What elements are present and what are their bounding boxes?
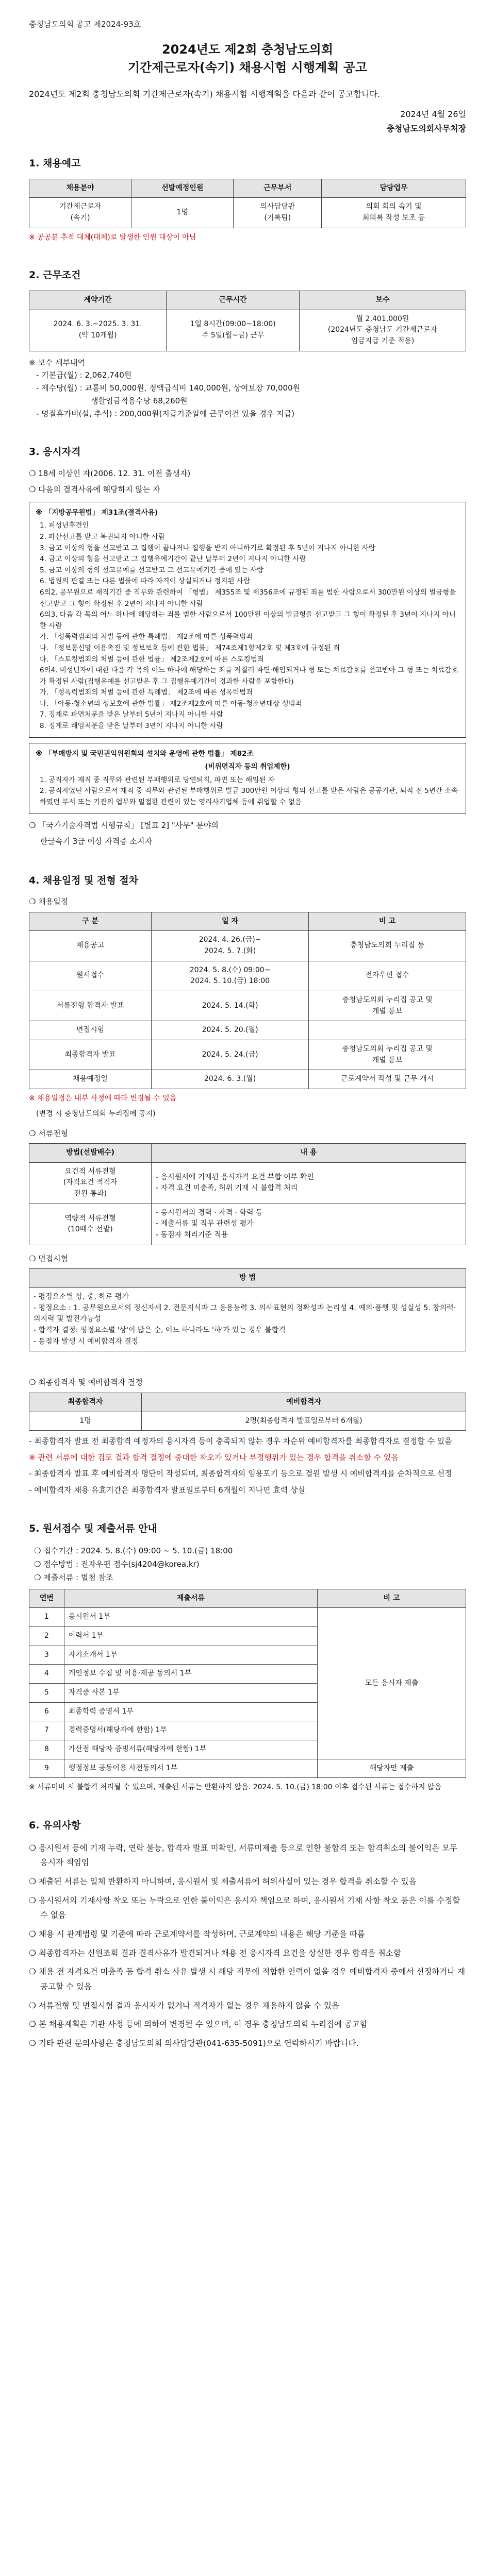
table-cell: 행정정보 공동이용 사전동의서 1부 (64, 1759, 317, 1778)
section-title: 1. 채용예고 (29, 158, 81, 170)
schedule-rows (29, 931, 466, 1089)
table-header: 일 자 (152, 912, 309, 931)
table-cell: 2024. 6. 3.(월) (152, 1070, 309, 1089)
table-cell: 전자우편 접수 (309, 961, 466, 991)
list-line: 가. 「성폭력범죄의 처벌 등에 관한 특례법」 제2조에 따른 성폭력범죄 (40, 688, 253, 697)
list-line: 2. 공직자였던 사람으로서 재직 중 직무와 관련된 부패행위로 벌금 300만원 이상의 형의 선고를 받은 사람은 공공기관, 퇴직 전 5년간 소속하였던 부서 또는 기관의 업무와 밀접한 관련이 있는 영리사기업체 등에 취업할 수 없음 (40, 787, 458, 807)
section-title: 5. 원서접수 및 제출서류 안내 (29, 1523, 157, 1535)
selection-paragraph: ※ 관련 서류에 대한 검토 결과 합격 결정에 중대한 착오가 있거나 부정행위가 있는 경우 합격을 취소할 수 있음 (29, 1452, 399, 1462)
list-line: 1. 공직자가 재직 중 직무와 관련된 부패행위로 당연퇴직, 파면 또는 해임된 자 (40, 775, 275, 784)
table-header: 채용분야 (29, 179, 131, 198)
list-line: ❍ 기타 관련 문의사항은 충청남도의회 의사담당관(041-635-5091)으로 연락하시기 바랍니다. (29, 2038, 359, 2048)
table-row (29, 1608, 466, 1627)
table-cell: 2024. 6. 3.~2025. 3. 31. (약 10개월) (29, 310, 167, 351)
anti-corruption-box (29, 743, 466, 814)
list-line: 5. 금고 이상의 형의 선고유예를 선고받고 그 선고유예기간 중에 있는 사람 (40, 566, 263, 574)
subsection-title: ❍ 면접시험 (29, 1253, 69, 1263)
table-header: 제출서류 (64, 1589, 317, 1608)
table-cell: 경력증명서(해당자에 한함) 1부 (64, 1721, 317, 1740)
list-line: ❍ 서류전형 및 면접시험 결과 응시자가 없거나 적격자가 없는 경우 채용하지 않을 수 있음 (29, 2001, 340, 2010)
selection-paragraph: - 최종합격자 발표 후 예비합격자 명단이 작성되며, 최종합격자의 임용포기 등으로 결원 발생 시 예비합격자를 순차적으로 선정 (29, 1469, 452, 1479)
table-cell: 2024. 4. 26.(금)~ 2024. 5. 7.(화) (152, 931, 309, 961)
box-heading: ※ 「지방공무원법」 제31조(결격사유) (36, 508, 158, 517)
table-row (29, 931, 466, 961)
table-cell: 2024. 5. 14.(화) (152, 991, 309, 1021)
table-cell: 7 (29, 1721, 64, 1740)
list-line: ❍ 제출된 서류는 일체 반환하지 아니하며, 응시원서 및 제출서류에 허위사실이 있는 경우 합격을 취소할 수 있음 (29, 1876, 417, 1886)
table-cell: 요건적 서류전형 (자격요건 적격자 전원 통과) (29, 1162, 152, 1204)
table-cell: 개인정보 수집 및 이용·제공 동의서 1부 (64, 1665, 317, 1684)
list-line: 3. 금고 이상의 형을 선고받고 그 집행이 끝나거나 집행을 받지 아니하기로 확정된 후 5년이 지나지 아니한 사람 (40, 544, 375, 552)
table-cell (29, 1288, 466, 1351)
schedule-table (29, 912, 466, 1090)
documents-table (29, 1589, 466, 1778)
section-recruitment (29, 156, 466, 243)
pay-detail-line: - 기본급(월) : 2,062,740원 (36, 370, 132, 380)
subsection-title: ❍ 최종합격자 및 예비합격자 결정 (29, 1378, 143, 1387)
table-cell: 의사담당관 (기록팀) (234, 198, 322, 228)
table-header: 방법(선발배수) (29, 1144, 152, 1163)
eligibility-line: ❍ 다음의 결격사유에 해당하지 않는 자 (29, 485, 160, 495)
table-cell: 응시원서 1부 (64, 1608, 317, 1627)
table-cell: - 응시원서에 기재된 응시자격 요건 부합 여부 확인 - 자격 요건 미충족, 허위 기재 시 불합격 처리 (152, 1162, 466, 1204)
list-line: 4. 금고 이상의 형을 선고받고 그 집행유예기간이 끝난 날부터 2년이 지나지 아니한 사람 (40, 555, 306, 564)
notice-title (29, 41, 466, 77)
interview-table (29, 1268, 466, 1351)
table-cell: 자격증 사본 1부 (64, 1683, 317, 1702)
table-cell: 기간제근로자 (속기) (29, 198, 131, 228)
intro-text: 2024년도 제2회 충청남도의회 기간제근로자(속기) 채용시험 시행계획을 다음과 같이 공고합니다. (29, 89, 381, 99)
application-line: ❍ 접수기간 : 2024. 5. 8.(수) 09:00 ~ 5. 10.(금) 18:00 (34, 1546, 233, 1555)
table-cell: 1명 (29, 1412, 142, 1431)
schedule-note: (변경 시 충청남도의회 누리집에 공지) (36, 1109, 156, 1118)
table-header: 예비합격자 (142, 1393, 466, 1412)
section-title: 3. 응시자격 (29, 446, 81, 458)
recruitment-table (29, 179, 466, 228)
pay-detail-line: - 명절휴가비(설, 추석) : 200,000원(지급기준일에 근무여건 있을 경우 지급) (36, 409, 295, 418)
table-cell: 월 2,401,000원 (2024년도 충청남도 기간제근로자 임금지급 기준 적용) (300, 310, 466, 351)
list-line: 나. 「정보통신망 이용촉진 및 정보보호 등에 관한 법률」 제74조제1항제2호 및 제3호에 규정된 죄 (40, 643, 340, 652)
notice-issuer: 충청남도의회사무처장 (386, 124, 466, 134)
table-cell: 원서접수 (29, 961, 152, 991)
table-cell: 충청남도의회 누리집 공고 및 개별 통보 (309, 991, 466, 1021)
list-line: 1. 피성년후견인 (40, 521, 89, 530)
table-cell: 2024. 5. 24.(금) (152, 1040, 309, 1070)
section-final-selection (29, 1376, 466, 1497)
table-header: 선발예정인원 (131, 179, 234, 198)
table-cell: 해당자만 제출 (318, 1759, 466, 1778)
eligibility-line: ❍ 「국가기술자격법 시행규칙」 [별표 2] "사무" 분야의 (29, 820, 219, 830)
list-line: 6의2. 공무원으로 재직기간 중 직무와 관련하여 「형법」 제355조 및 제356조에 규정된 죄를 범한 사람으로서 300만원 이상의 벌금형을 선고받고 그 형이 확정된 후 2년이 지나지 아니한 사람 (40, 588, 456, 608)
table-row (29, 1021, 466, 1040)
selection-paragraph: - 예비합격자 채용 유효기간은 최종합격자 발표일로부터 6개월이 지나면 효력 상실 (29, 1485, 306, 1495)
table-cell: 근로계약서 작성 및 근무 개시 (309, 1070, 466, 1089)
list-line: - 평정요소 : 1. 공무원으로서의 정신자세 2. 전문지식과 그 응용능력 3. 의사표현의 정확성과 논리성 4. 예의·품행 및 성실성 5. 창의력·의지력 및 발전가능성 (34, 1303, 456, 1324)
section-title: 4. 채용일정 및 전형 절차 (29, 874, 139, 886)
table-cell: 1명 (131, 198, 234, 228)
section-title: 6. 유의사항 (29, 1820, 81, 1832)
documents-rows (29, 1608, 466, 1778)
list-line: ❍ 최종합격자는 신원조회 결과 결격사유가 발견되거나 채용 전 응시자격 요건을 상실한 경우 합격을 취소함 (29, 1948, 401, 1958)
title-line-2: 기간제근로자(속기) 채용시험 시행계획 공고 (127, 60, 368, 75)
list-line: ❍ 채용 전 자격요건 미충족 등 합격 취소 사유 발생 시 해당 직무에 적합한 인력이 없을 경우 예비합격자 중에서 선정하거나 재공고할 수 있음 (29, 1967, 466, 1991)
list-line: ❍ 채용 시 관계법령 및 기준에 따라 근로계약서를 작성하며, 근로계약의 내용은 해당 기준을 따름 (29, 1929, 365, 1939)
table-cell: 충청남도의회 누리집 공고 및 개별 통보 (309, 1040, 466, 1070)
table-header: 비 고 (318, 1589, 466, 1608)
application-line: ❍ 제출서류 : 별첨 참조 (34, 1573, 113, 1583)
table-cell: 면접시험 (29, 1021, 152, 1040)
table-header: 계약기간 (29, 291, 167, 310)
selection-paragraph: - 최종합격자 발표 전 최종합격 예정자의 응시자격 등이 충족되지 않는 경우 차순위 예비합격자를 최종합격자로 결정할 수 있음 (29, 1436, 452, 1446)
list-line: 6. 법원의 판결 또는 다른 법률에 따라 자격이 상실되거나 정지된 사람 (40, 577, 250, 586)
table-cell: 5 (29, 1683, 64, 1702)
subsection-title: ❍ 서류전형 (29, 1128, 69, 1138)
box-lines (36, 520, 459, 732)
table-cell (309, 1021, 466, 1040)
notice-date: 2024년 4월 26일 (400, 109, 466, 119)
table-header: 최종합격자 (29, 1393, 142, 1412)
eligibility-line: ❍ 18세 이상인 자(2006. 12. 31. 이전 출생자) (29, 468, 191, 478)
table-row (29, 961, 466, 991)
table-header: 방 법 (29, 1269, 466, 1288)
subsection-title: ❍ 채용일정 (29, 897, 69, 907)
table-header: 근무부서 (234, 179, 322, 198)
list-line: 6의4. 미성년자에 대한 다음 각 목의 어느 하나에 해당하는 죄를 저질러 파면·해임되거나 형 또는 치료감호를 선고받아 그 형 또는 치료감호가 확정된 사람(집행유예를 선고받은 후 그 집행유예기간이 경과한 사람을 포함한다) (40, 666, 458, 686)
section-conditions (29, 268, 466, 420)
table-row (29, 991, 466, 1021)
table-header: 내 용 (152, 1144, 466, 1163)
list-line: ❍ 응시원서 등에 기재 누락, 연락 불능, 합격자 발표 미확인, 서류미제출 등으로 인한 불합격 또는 합격취소의 불이익은 모두 응시자 책임임 (29, 1843, 458, 1868)
pay-detail-head: ※ 보수 세부내역 (29, 358, 86, 367)
recruitment-note: ※ 공공분 추적 대체(대체)로 발생한 인원 대상이 아님 (29, 233, 196, 242)
table-cell: 2 (29, 1626, 64, 1646)
document-number: 충청남도의회 공고 제2024-93호 (29, 20, 141, 29)
table-cell: 2024. 5. 8.(수) 09:00~ 2024. 5. 10.(금) 18:00 (152, 961, 309, 991)
table-cell: 6 (29, 1702, 64, 1721)
table-cell: 모든 응시자 제출 (318, 1608, 466, 1759)
table-header: 구 분 (29, 912, 152, 931)
table-cell: 2명(최종합격자 발표일로부터 6개월) (142, 1412, 466, 1431)
box-heading: ※ 「부패방지 및 국민권익위원회의 설치와 운영에 관한 법률」 제82조 (36, 749, 254, 758)
table-header: 비 고 (309, 912, 466, 931)
section-application (29, 1521, 466, 1793)
list-line: 다. 「스토킹범죄의 처벌 등에 관한 법률」 제2조제2호에 따른 스토킹범죄 (40, 655, 264, 664)
list-line: 나. 「아동·청소년의 성보호에 관한 법률」 제2조제2호에 따른 아동·청소년대상 성범죄 (40, 699, 302, 708)
pay-detail-line: 생활임금적용수당 68,260원 (91, 396, 188, 405)
table-row (29, 1070, 466, 1089)
conditions-table (29, 291, 466, 351)
table-cell: 채용공고 (29, 931, 152, 961)
box-subheading: (비위면직자 등의 취업제한) (205, 762, 290, 771)
table-row (29, 1040, 466, 1070)
list-line: ❍ 본 채용계획은 기관 사정 등에 의하여 변경될 수 있으며, 이 경우 충청남도의회 누리집에 공고함 (29, 2020, 368, 2029)
list-line: 2. 파산선고를 받고 복권되지 아니한 사람 (40, 532, 165, 541)
table-cell: 이력서 1부 (64, 1626, 317, 1646)
list-line: 7. 징계로 파면처분을 받은 날부터 5년이 지나지 아니한 사람 (40, 710, 223, 719)
box-lines (36, 775, 459, 808)
documents-note: ※ 서류미비 시 불합격 처리될 수 있으며, 제출된 서류는 반환하지 않음. 2024. 5. 10.(금) 18:00 이후 접수된 서류는 접수하지 않음 (29, 1783, 442, 1792)
table-row (29, 1759, 466, 1778)
table-cell: 의회 회의 속기 및 회의록 작성 보조 등 (322, 198, 466, 228)
list-line: 가. 「성폭력범죄의 처벌 등에 관한 특례법」 제2조에 따른 성폭력범죄 (40, 633, 253, 641)
table-header: 근무시간 (167, 291, 300, 310)
application-line: ❍ 접수방법 : 전자우편 접수(sj4204@korea.kr) (34, 1560, 200, 1569)
table-cell: 가산점 해당자 증빙서류(해당자에 한함) 1부 (64, 1740, 317, 1759)
document-screening-table (29, 1143, 466, 1245)
list-line: ❍ 응시원서의 기재사항 착오 또는 누락으로 인한 불이익은 응시자 책임으로 하며, 응시원서 기재 사항 착오 등은 이를 수정할 수 없음 (29, 1895, 460, 1920)
table-cell: - 응시원서의 경력 · 자격 · 학력 등 - 제출서류 및 직무 관련성 평가 - 동점자 처리기준 적용 (152, 1204, 466, 1245)
table-cell: 서류전형 합격자 발표 (29, 991, 152, 1021)
table-cell: 4 (29, 1665, 64, 1684)
table-cell: 1 (29, 1608, 64, 1627)
notice-list (29, 1841, 466, 2051)
table-cell: 3 (29, 1646, 64, 1665)
table-cell: 2024. 5. 20.(월) (152, 1021, 309, 1040)
table-header: 보수 (300, 291, 466, 310)
table-cell: 충청남도의회 누리집 등 (309, 931, 466, 961)
list-line: - 합격자 결정: 평정요소별 '상'이 많은 순, 어느 하나라도 '하'가 있는 경우 불합격 (34, 1326, 286, 1335)
section-eligibility (29, 445, 466, 848)
list-line: 8. 징계로 해임처분을 받은 날부터 3년이 지나지 아니한 사람 (40, 722, 223, 731)
schedule-note: ※ 채용일정은 내부 사정에 따라 변경될 수 있음 (29, 1094, 177, 1103)
table-cell: 자기소개서 1부 (64, 1646, 317, 1665)
table-cell: 9 (29, 1759, 64, 1778)
title-line-1: 2024년도 제2회 충청남도의회 (161, 42, 334, 57)
disqualification-box (29, 502, 466, 738)
list-line: 6의3. 다음 각 목의 어느 하나에 해당하는 죄를 범한 사람으로서 100만원 이상의 벌금형을 선고받고 그 형이 확정된 후 3년이 지나지 아니한 사람 (40, 611, 456, 630)
section-schedule (29, 873, 466, 1352)
pay-detail-line: - 제수당(월) : 교통비 50,000원, 정액급식비 140,000원, 상여보장 70,000원 (36, 383, 301, 393)
table-cell: 역량적 서류전형 (10배수 선발) (29, 1204, 152, 1245)
table-header: 연번 (29, 1589, 64, 1608)
eligibility-line: 한글속기 3급 이상 자격증 소지자 (40, 837, 152, 846)
table-cell: 최종학력 증명서 1부 (64, 1702, 317, 1721)
section-title: 2. 근무조건 (29, 269, 81, 281)
table-cell: 8 (29, 1740, 64, 1759)
table-cell: 채용예정일 (29, 1070, 152, 1089)
list-line: - 평정요소별 상, 중, 하로 평가 (34, 1293, 129, 1301)
table-cell: 최종합격자 발표 (29, 1040, 152, 1070)
table-cell: 1일 8시간(09:00~18:00) 주 5일(월~금) 근무 (167, 310, 300, 351)
table-header: 담당업무 (322, 179, 466, 198)
final-selection-table (29, 1393, 466, 1431)
list-line: - 동점자 발생 시 예비합격자 결정 (34, 1337, 139, 1346)
section-notices (29, 1818, 466, 2051)
